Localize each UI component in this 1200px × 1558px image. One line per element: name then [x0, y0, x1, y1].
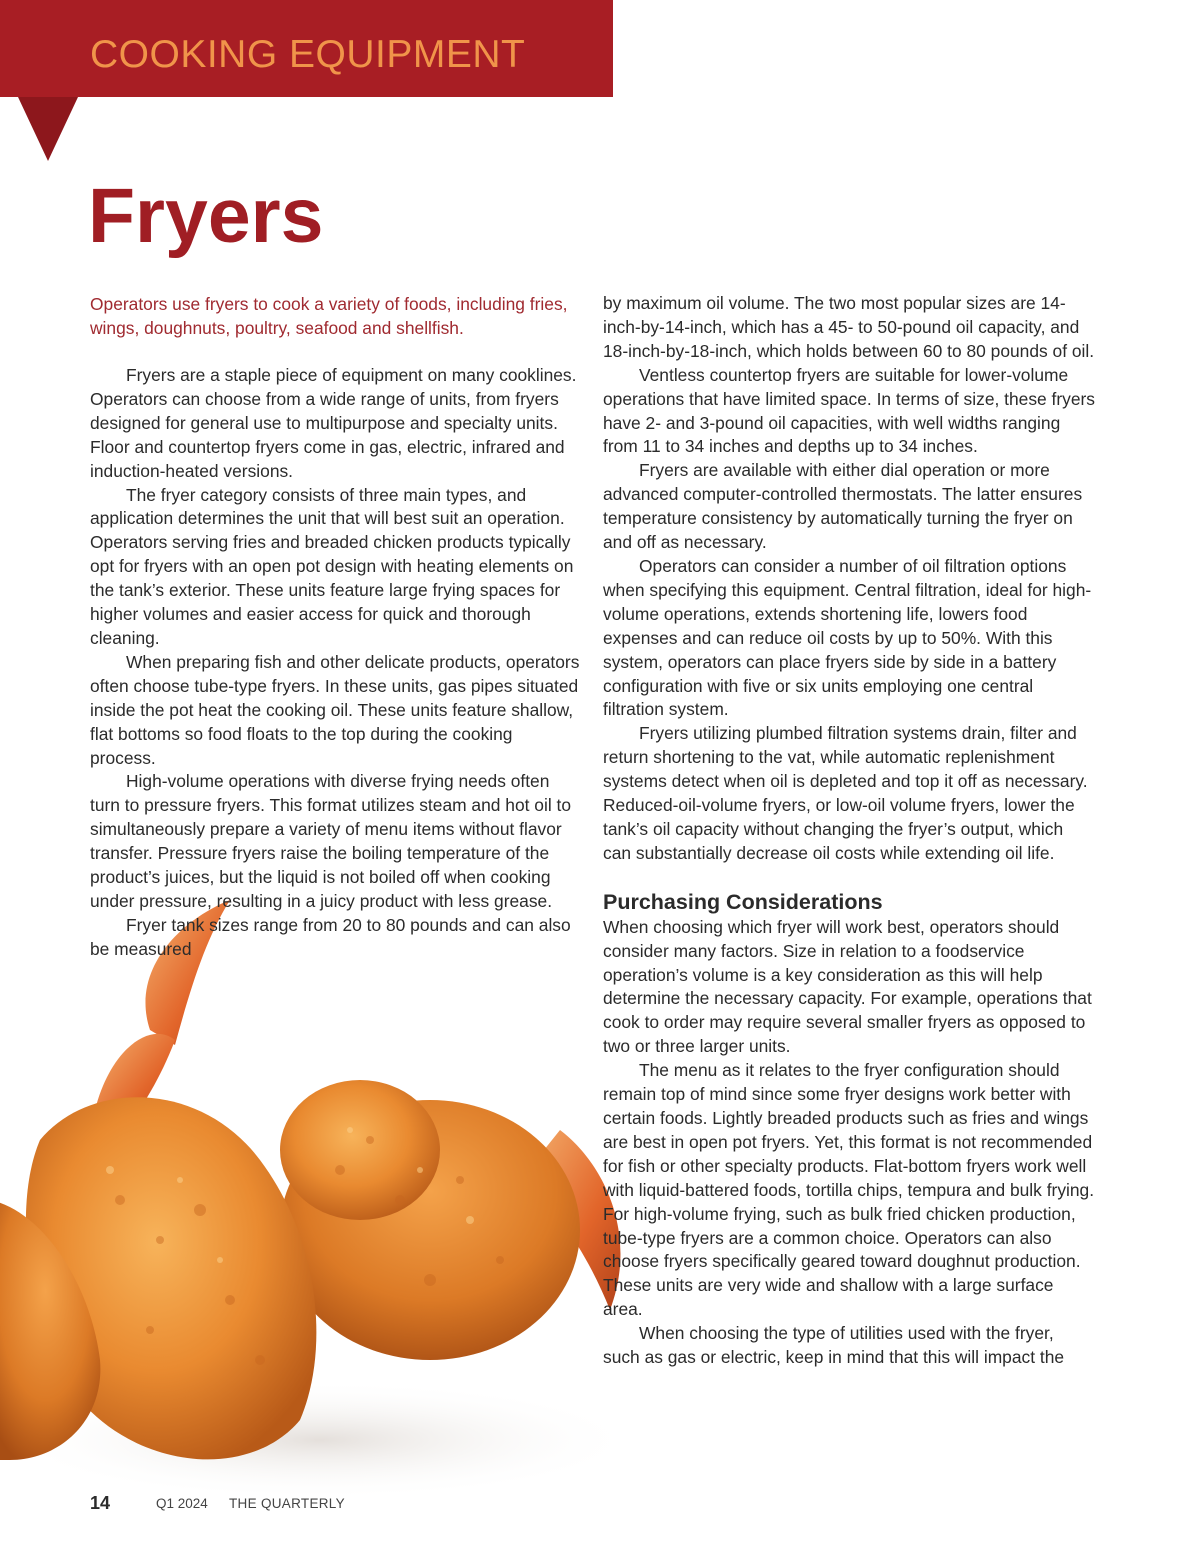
body-paragraph: When preparing fish and other delicate products, operators often choose tube-type fryers. In these units, gas pipes situated inside the pot heat the cooking oil. These units feature shallow, flat bottoms so food floats to the top during the cooking process. [90, 651, 580, 768]
fried-shrimp-image [0, 880, 640, 1510]
section-subhead: Purchasing Considerations [603, 889, 883, 914]
body-paragraph: When choosing which fryer will work best, operators should consider many factors. Size in relation to a foodservice operation’s volume is a key consideration as this will help determine the necessary capacity. For example, operations that cook to order may require several smaller fryers as opposed to two or three larger units. [603, 916, 1092, 1057]
body-paragraph: Fryers are a staple piece of equipment on many cooklines. Operators can choose from a wide range of units, from fryers designed for general use to multipurpose and specialty units. Floor and countertop fryers come in gas, electric, infrared and induction-heated versions. [90, 365, 577, 481]
body-paragraph: Fryers are available with either dial operation or more advanced computer-controlled thermostats. The latter ensures temperature consistency by automatically turning the fryer on and off as necessary. [603, 460, 1083, 553]
issue-label: Q1 2024 [156, 1496, 208, 1511]
body-paragraph: The fryer category consists of three main types, and application determines the unit that will best suit an operation. Operators serving fries and breaded chicken products typically opt for fryers with an open pot design with heating elements on the tank’s exterior. These units feature large frying spaces for higher volumes and easier access for quick and thorough cleaning. [90, 484, 574, 648]
body-paragraph: Fryer tank sizes range from 20 to 80 pounds and can also be measured [90, 914, 571, 959]
article-lede: Operators use fryers to cook a variety of foods, including fries, wings, doughnuts, poultry, seafood and shellfish. [90, 294, 568, 338]
body-paragraph: Operators can consider a number of oil filtration options when specifying this equipment. Central filtration, ideal for high-volume operations, extends shortening life, lowers food expenses and can reduce oil costs by up to 50%. With this system, operators can place fryers side by side in a battery configuration with five or six units employing one central filtration system. [603, 555, 1092, 720]
body-paragraph: Fryers utilizing plumbed filtration systems drain, filter and return shortening to the vat, while automatic replenishment systems detect when oil is depleted and top it off as necessary. Reduced-oil-volume fryers, or low-oil volume fryers, lower the tank’s oil capacity without changing the fryer’s output, which can substantially decrease oil costs while extending oil life. [603, 723, 1088, 863]
page-footer [0, 1491, 600, 1517]
section-label: COOKING EQUIPMENT [90, 33, 526, 76]
body-paragraph: When choosing the type of utilities used with the fryer, such as gas or electric, keep in mind that this will impact the [603, 1323, 1065, 1368]
article-title: Fryers [88, 173, 324, 259]
body-paragraph: Ventless countertop fryers are suitable for lower-volume operations that have limited space. In terms of size, these fryers have 2- and 3-pound oil capacities, with well widths ranging from 11 to 34 inches and depths up to 34 inches. [603, 364, 1095, 457]
body-paragraph: by maximum oil volume. The two most popular sizes are 14-inch-by-14-inch, which has a 45- to 50-pound oil capacity, and 18-inch-by-18-inch, which holds between 60 to 80 pounds of oil. [603, 293, 1095, 361]
right-column [603, 292, 1095, 1370]
section-banner [0, 0, 613, 97]
banner-tab-triangle [18, 97, 78, 161]
page-number: 14 [90, 1493, 111, 1513]
body-paragraph: High-volume operations with diverse frying needs often turn to pressure fryers. This format utilizes steam and hot oil to simultaneously prepare a variety of menu items without flavor transfer. Pressure fryers raise the boiling temperature of the product’s juices, but the liquid is not boiled off when cooking under pressure, resulting in a juicy product with less grease. [90, 771, 572, 911]
publication-name: THE QUARTERLY [229, 1496, 345, 1511]
left-column [90, 364, 580, 962]
body-paragraph: The menu as it relates to the fryer configuration should remain top of mind since some fryer designs work better with certain foods. Lightly breaded products such as fries and wings are best in open pot fryers. Yet, this format is not recommended for fish or other specialty products. Flat-bottom fryers work well with liquid-battered foods, tortilla chips, tempura and bulk frying. For high-volume frying, such as bulk fried chicken production, tube-type fryers are a common choice. Operators can also choose fryers specifically geared toward doughnut production. These units are very wide and shallow with a large surface area. [603, 1060, 1095, 1320]
